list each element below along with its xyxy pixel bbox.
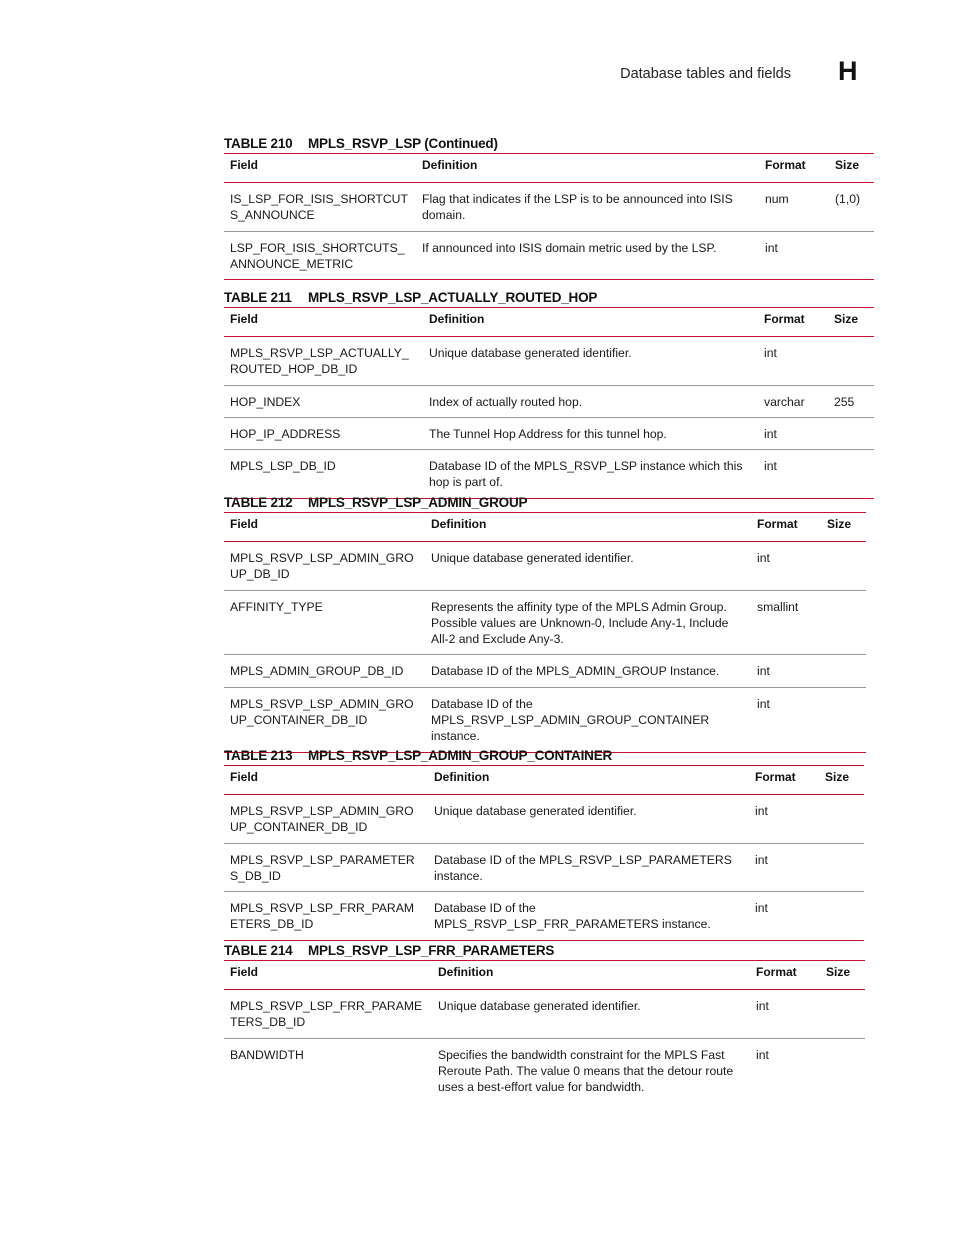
table-row [224,385,874,417]
size-cell [829,231,874,280]
definition-cell: Database ID of the MPLS_RSVP_LSP instance which this hop is part of. [429,459,743,490]
format-cell: int [755,852,768,867]
table-row [224,417,874,449]
table-caption [224,288,874,307]
format-cell: int [755,804,768,818]
size-cell [828,337,874,386]
table-row [224,655,866,687]
table-header-row [224,513,866,542]
definition-cell: Index of actually routed hop. [429,394,583,409]
format-cell: varchar [764,394,805,409]
column-header: Definition [429,312,485,326]
format-cell: smallint [757,599,799,614]
size-cell [819,795,864,844]
size-cell: 255 [834,394,855,409]
size-cell [821,687,866,752]
table-row [224,990,865,1039]
field-cell: MPLS_LSP_DB_ID [230,459,336,474]
format-cell: int [764,459,777,474]
definition-cell: Database ID of the MPLS_RSVP_LSP_ADMIN_GROUP_CONTAINER instance. [431,696,710,744]
table-caption [224,134,874,153]
size-cell [821,542,866,591]
format-cell: int [764,346,777,360]
format-cell: int [757,696,770,711]
table-row [224,183,874,232]
format-cell: int [764,426,777,441]
definition-cell: Unique database generated identifier. [431,551,634,565]
table-row [224,795,864,844]
data-table [224,746,864,941]
definition-cell: Database ID of the MPLS_RSVP_LSP_PARAMETERS instance. [434,852,732,883]
section-title: Database tables and fields [620,66,791,82]
definition-cell: Database ID of the MPLS_ADMIN_GROUP Instance. [431,664,720,679]
field-cell: MPLS_RSVP_LSP_ADMIN_GROUP_CONTAINER_DB_ID [230,696,414,728]
format-cell: num [765,192,789,206]
table-title: MPLS_RSVP_LSP_ACTUALLY_ROUTED_HOP [308,290,598,305]
size-cell [821,655,866,687]
field-cell: BANDWIDTH [230,1047,304,1062]
field-cell: MPLS_ADMIN_GROUP_DB_ID [230,664,404,679]
table-row [224,231,874,280]
table-title: MPLS_RSVP_LSP_ADMIN_GROUP [308,495,528,510]
field-cell: MPLS_RSVP_LSP_FRR_PARAMETERS_DB_ID [230,999,423,1030]
column-header: Size [825,770,850,784]
column-header: Field [230,965,259,979]
table-row [224,687,866,752]
table-number: TABLE 212 [224,495,293,510]
column-header: Format [756,965,797,979]
definition-cell: Represents the affinity type of the MPLS Admin Group. Possible values are Unknown-0, Include Any-1, Include All-2 and Exclude Any-3. [431,599,729,647]
format-cell: int [755,901,768,916]
table-caption [224,941,865,960]
field-cell: AFFINITY_TYPE [230,599,323,614]
table-number: TABLE 213 [224,748,293,763]
data-table [224,493,866,753]
size-cell [821,590,866,655]
field-cell: IS_LSP_FOR_ISIS_SHORTCUTS_ANNOUNCE [230,192,408,223]
column-header: Definition [422,158,478,172]
definition-cell: Specifies the bandwidth constraint for the MPLS Fast Reroute Path. The value 0 means that the detour route uses a best-effort value for bandwidth. [438,1047,734,1095]
column-header: Field [230,770,259,784]
table-caption [224,493,866,512]
table-title: MPLS_RSVP_LSP_FRR_PARAMETERS [308,943,555,958]
field-cell: HOP_IP_ADDRESS [230,426,341,441]
table-row [224,590,866,655]
table-row [224,892,864,941]
column-header: Format [764,312,805,326]
table-title: MPLS_RSVP_LSP_ADMIN_GROUP_CONTAINER [308,748,613,763]
table-number: TABLE 214 [224,943,293,958]
column-header: Size [827,517,852,531]
definition-cell: Unique database generated identifier. [434,804,637,818]
column-header: Size [834,312,859,326]
definition-cell: Flag that indicates if the LSP is to be announced into ISIS domain. [422,192,733,223]
field-cell: MPLS_RSVP_LSP_ACTUALLY_ROUTED_HOP_DB_ID [230,346,409,377]
table-header-row [224,766,864,795]
format-cell: int [757,664,770,679]
size-cell [820,1038,865,1102]
size-cell [828,417,874,449]
format-cell: int [765,240,778,255]
definition-cell: The Tunnel Hop Address for this tunnel hop. [429,426,667,441]
field-cell: MPLS_RSVP_LSP_FRR_PARAMETERS_DB_ID [230,901,415,932]
data-table [224,134,874,280]
size-cell [828,450,874,499]
format-cell: int [756,1047,769,1062]
data-table [224,941,865,1102]
column-header: Definition [431,517,487,531]
table-number: TABLE 211 [224,290,292,305]
format-cell: int [757,551,770,565]
column-header: Size [835,158,860,172]
table-title: MPLS_RSVP_LSP (Continued) [308,136,498,151]
column-header: Format [755,770,796,784]
size-cell: (1,0) [835,192,861,206]
table-row [224,1038,865,1102]
column-header: Definition [434,770,490,784]
format-cell: int [756,999,769,1013]
table-row [224,843,864,892]
column-header: Definition [438,965,494,979]
page-header [0,56,954,92]
appendix-letter: H [838,56,858,86]
size-cell [820,990,865,1039]
data-table [224,288,874,499]
definition-cell: Unique database generated identifier. [438,999,641,1013]
table-row [224,450,874,499]
field-cell: LSP_FOR_ISIS_SHORTCUTS_ANNOUNCE_METRIC [230,240,405,271]
column-header: Size [826,965,851,979]
field-cell: MPLS_RSVP_LSP_PARAMETERS_DB_ID [230,852,415,883]
definition-cell: Unique database generated identifier. [429,346,632,360]
size-cell [819,892,864,941]
definition-cell: If announced into ISIS domain metric used by the LSP. [422,240,717,255]
column-header: Field [230,517,259,531]
size-cell [819,843,864,892]
table-row [224,337,874,386]
table-row [224,542,866,591]
table-number: TABLE 210 [224,136,293,151]
field-cell: HOP_INDEX [230,394,301,409]
column-header: Field [230,312,259,326]
table-header-row [224,308,874,337]
table-header-row [224,961,865,990]
table-header-row [224,154,874,183]
table-caption [224,746,864,765]
column-header: Field [230,158,259,172]
field-cell: MPLS_RSVP_LSP_ADMIN_GROUP_CONTAINER_DB_ID [230,804,414,835]
column-header: Format [765,158,806,172]
field-cell: MPLS_RSVP_LSP_ADMIN_GROUP_DB_ID [230,551,414,582]
definition-cell: Database ID of the MPLS_RSVP_LSP_FRR_PARAMETERS instance. [434,901,711,932]
column-header: Format [757,517,798,531]
